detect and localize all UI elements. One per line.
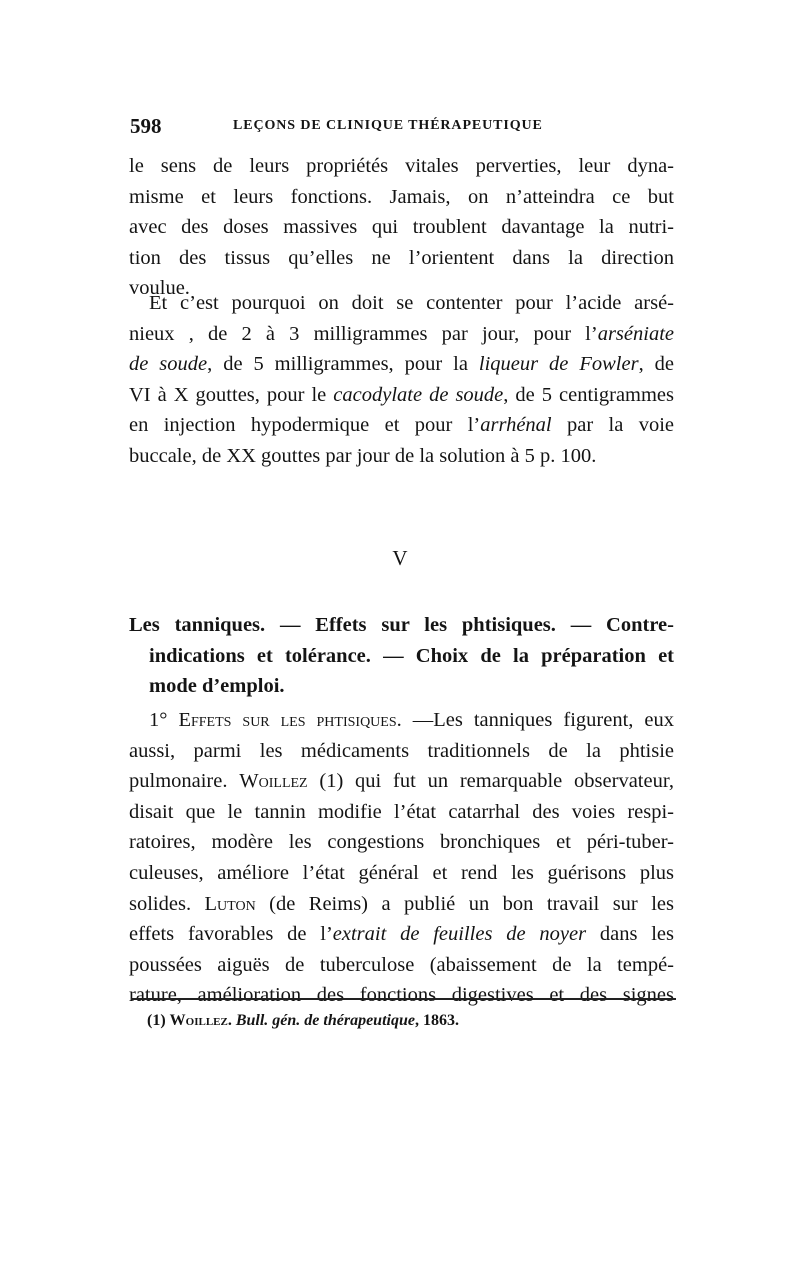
text-line: avec des doses massives qui troublent davantage la nutri- bbox=[129, 216, 674, 239]
footnote: (1) Woillez. Bull. gén. de thérapeutique, 1863. bbox=[147, 1012, 459, 1029]
section-title bbox=[129, 610, 674, 702]
text-line: pulmonaire. Woillez (1) qui fut un remarquable observateur, bbox=[129, 770, 674, 793]
paragraph-1 bbox=[129, 151, 674, 304]
running-head: LEÇONS DE CLINIQUE THÉRAPEUTIQUE bbox=[233, 118, 543, 133]
text-line: le sens de leurs propriétés vitales perverties, leur dyna- bbox=[129, 155, 674, 177]
text-line: en injection hypodermique et pour l’arrhénal par la voie bbox=[129, 414, 674, 437]
footnote-rule bbox=[131, 998, 676, 1000]
text-line: disait que le tannin modifie l’état catarrhal des voies respi- bbox=[129, 800, 674, 823]
text-line: misme et leurs fonctions. Jamais, on n’atteindra ce but bbox=[129, 185, 674, 208]
text-line: nieux , de 2 à 3 milligrammes par jour, pour l’arséniate bbox=[129, 322, 674, 345]
text-line: solides. Luton (de Reims) a publié un bon travail sur les bbox=[129, 892, 674, 915]
paragraph-2 bbox=[129, 288, 674, 472]
text-line: tion des tissus qu’elles ne l’orientent dans la direction bbox=[129, 246, 674, 269]
text-line: buccale, de XX gouttes par jour de la solution à 5 p. 100. bbox=[129, 444, 597, 467]
text-line: Et c’est pourquoi on doit se contenter pour l’acide arsé- bbox=[149, 292, 674, 314]
text-line: 1° Effets sur les phtisiques. —Les tanniques figurent, eux bbox=[149, 709, 674, 731]
section-title-line: indications et tolérance. — Choix de la préparation et bbox=[149, 644, 674, 667]
text-line: ratoires, modère les congestions bronchiques et péri-tuber- bbox=[129, 831, 674, 854]
section-title-line: Les tanniques. — Effets sur les phtisiques. — Contre- bbox=[129, 614, 674, 636]
text-line: effets favorables de l’extrait de feuilles de noyer dans les bbox=[129, 923, 674, 946]
page-number: 598 bbox=[130, 114, 162, 138]
section-title-line: mode d’emploi. bbox=[149, 675, 285, 698]
text-line: culeuses, améliore l’état général et rend les guérisons plus bbox=[129, 861, 674, 884]
text-line: rature, amélioration des fonctions digestives et des signes bbox=[129, 984, 674, 1007]
text-line: de soude, de 5 milligrammes, pour la liqueur de Fowler, de bbox=[129, 353, 674, 376]
page-header bbox=[130, 112, 675, 142]
paragraph-3 bbox=[129, 705, 674, 1011]
text-line: poussées aiguës de tuberculose (abaissement de la tempé- bbox=[129, 953, 674, 976]
text-line: aussi, parmi les médicaments traditionnels de la phtisie bbox=[129, 739, 674, 762]
text-line: VI à X gouttes, pour le cacodylate de soude, de 5 centigrammes bbox=[129, 383, 675, 406]
text-line: voulue. bbox=[129, 277, 190, 300]
section-number: V bbox=[392, 546, 408, 570]
